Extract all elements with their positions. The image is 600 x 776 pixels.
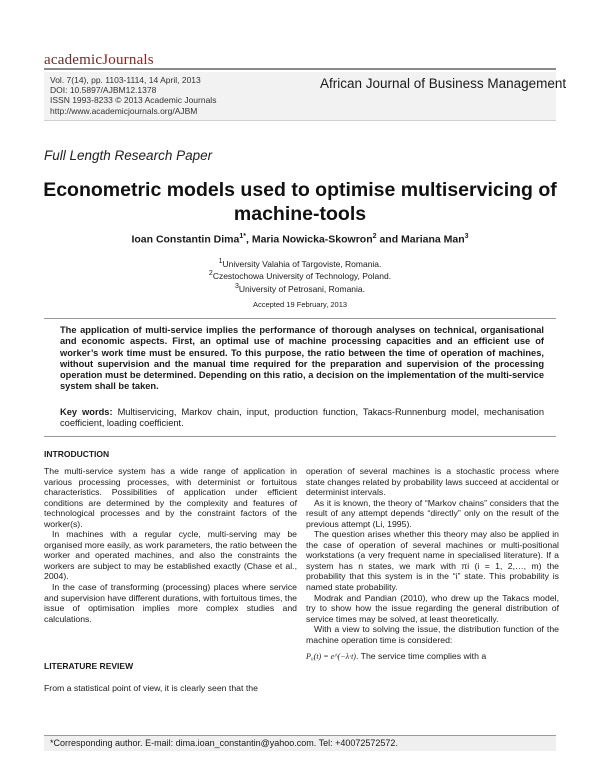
affiliation-sup: 1	[218, 258, 223, 265]
meta-issn: ISSN 1993-8233 © 2013 Academic Journals	[50, 95, 217, 106]
affiliations	[40, 257, 560, 294]
affiliation-text: University of Petrosani, Romania.	[238, 283, 366, 294]
affiliation-line	[40, 282, 560, 294]
body-paragraph: Modrak and Pandian (2010), who drew up the Takacs model, try to show how the issue regarding the general distribution of service times may be solved, at least theoretically.	[306, 592, 559, 624]
author-sep: and	[376, 233, 402, 246]
abstract-bottom-rule	[44, 436, 556, 437]
author-sep: ,	[246, 233, 252, 246]
accepted-date: Accepted 19 February, 2013	[252, 300, 348, 309]
formula-tail: . The service time complies with a	[355, 651, 487, 662]
body-paragraph: With a view to solving the issue, the distribution function of the machine operation time is considered:	[306, 624, 559, 645]
corresponding-author[interactable]: *Corresponding author. E-mail: dima.ioan_constantin@yahoo.com. Tel: +40072572572.	[50, 738, 398, 748]
abstract: The application of multi-service implies the performance of thorough analyses on technical, organisational and economic aspects. First, an optimal use of machine processing capacities and an efficient use of worker’s work time must be ensured. To this purpose, the ratio between the time of operation of machines, without supervision and the manual time required for the preparation and supervision of the processing operation must be determined. Depending on this ratio, a decision on the implementation of the multi-service system shall be taken.	[60, 325, 544, 392]
logo-suffix: Journals	[102, 52, 154, 68]
meta-url[interactable]: http://www.academicjournals.org/AJBM	[50, 105, 198, 116]
intro-heading: INTRODUCTION	[44, 449, 110, 459]
affiliation-sup: 3	[234, 282, 239, 290]
keywords-label: Key words:	[60, 407, 113, 417]
author-name: Mariana Man	[401, 233, 465, 246]
body-paragraph: operation of several machines is a stochastic process where state changes related by probability laws succeed at accidental or determinist intervals.	[306, 466, 559, 498]
header-meta	[50, 75, 216, 116]
journal-logo	[44, 52, 154, 69]
left-column	[44, 466, 297, 624]
journal-name: African Journal of Business Management	[320, 76, 567, 91]
formula-line	[306, 651, 559, 663]
body-paragraph: The question arises whether this theory may also be applied in the case of operation of several machines or multi-positional workstations (a very frequent name in specialised literature). If a system has n states, we mark with πi (i = 1, 2,…, m) the probability that this system is in the “i” state. This probability is named state probability.	[306, 529, 559, 593]
affiliation-line	[40, 257, 560, 269]
intro-paragraph: In the case of transforming (processing) places where service and supervision have different durations, with fortuitous times, the issue of optimisation implies more complex studies and calculations.	[44, 582, 297, 624]
affiliation-text: University Valahia of Targoviste, Romania.	[222, 258, 382, 269]
author-sup: 3	[464, 233, 469, 240]
author-name: Maria Nowicka-Skowron	[251, 233, 373, 246]
author-sup: 2	[372, 233, 377, 240]
meta-doi: DOI: 10.5897/AJBM12.1378	[50, 85, 157, 96]
affiliation-text: Czestochowa University of Technology, Poland.	[212, 271, 392, 282]
author-sup: 1*	[239, 233, 246, 240]
intro-paragraph: In machines with a regular cycle, multi-serving may be organised more easily, as work parameters, the ratio between the worker and operated machines, and also the constraints the workers are subject to may be established exactly (Chase et al., 2004).	[44, 529, 297, 582]
affiliation-line	[40, 269, 560, 281]
right-column	[306, 466, 559, 663]
lit-heading: LITERATURE REVIEW	[44, 661, 134, 671]
author-name: Ioan Constantin Dima	[131, 233, 240, 246]
header-rule	[44, 68, 556, 70]
logo-prefix: academic	[44, 52, 103, 68]
keywords-text: Multiservicing, Markov chain, input, production function, Takacs-Runnenburg model, mechanisation coefficient, loading coefficient.	[60, 407, 544, 429]
paper-title: Econometric models used to optimise multiservicing of machine-tools	[43, 179, 557, 225]
paper-kind: Full Length Research Paper	[44, 148, 213, 163]
affiliation-sup: 2	[208, 270, 213, 278]
body-paragraph: As it is known, the theory of “Markov chains” considers that the result of any attempt depends “directly” only on the result of the previous attempt (Li, 1995).	[306, 497, 559, 529]
abstract-top-rule	[44, 318, 556, 319]
keywords	[60, 407, 544, 430]
formula: P₀(t) = e^(−λ·t)	[306, 652, 356, 662]
lit-paragraph: From a statistical point of view, it is clearly seen that the	[44, 683, 258, 693]
author-list	[40, 233, 560, 246]
intro-paragraph: The multi-service system has a wide range of application in various processing processes, with determinist or fortuitous characteristics. Possibilities of application under efficient conditions are determined by the complexity and features of technological processes and by the constraint factors of the worker(s).	[44, 466, 297, 529]
meta-volume: Vol. 7(14), pp. 1103-1114, 14 April, 2013	[50, 75, 201, 85]
